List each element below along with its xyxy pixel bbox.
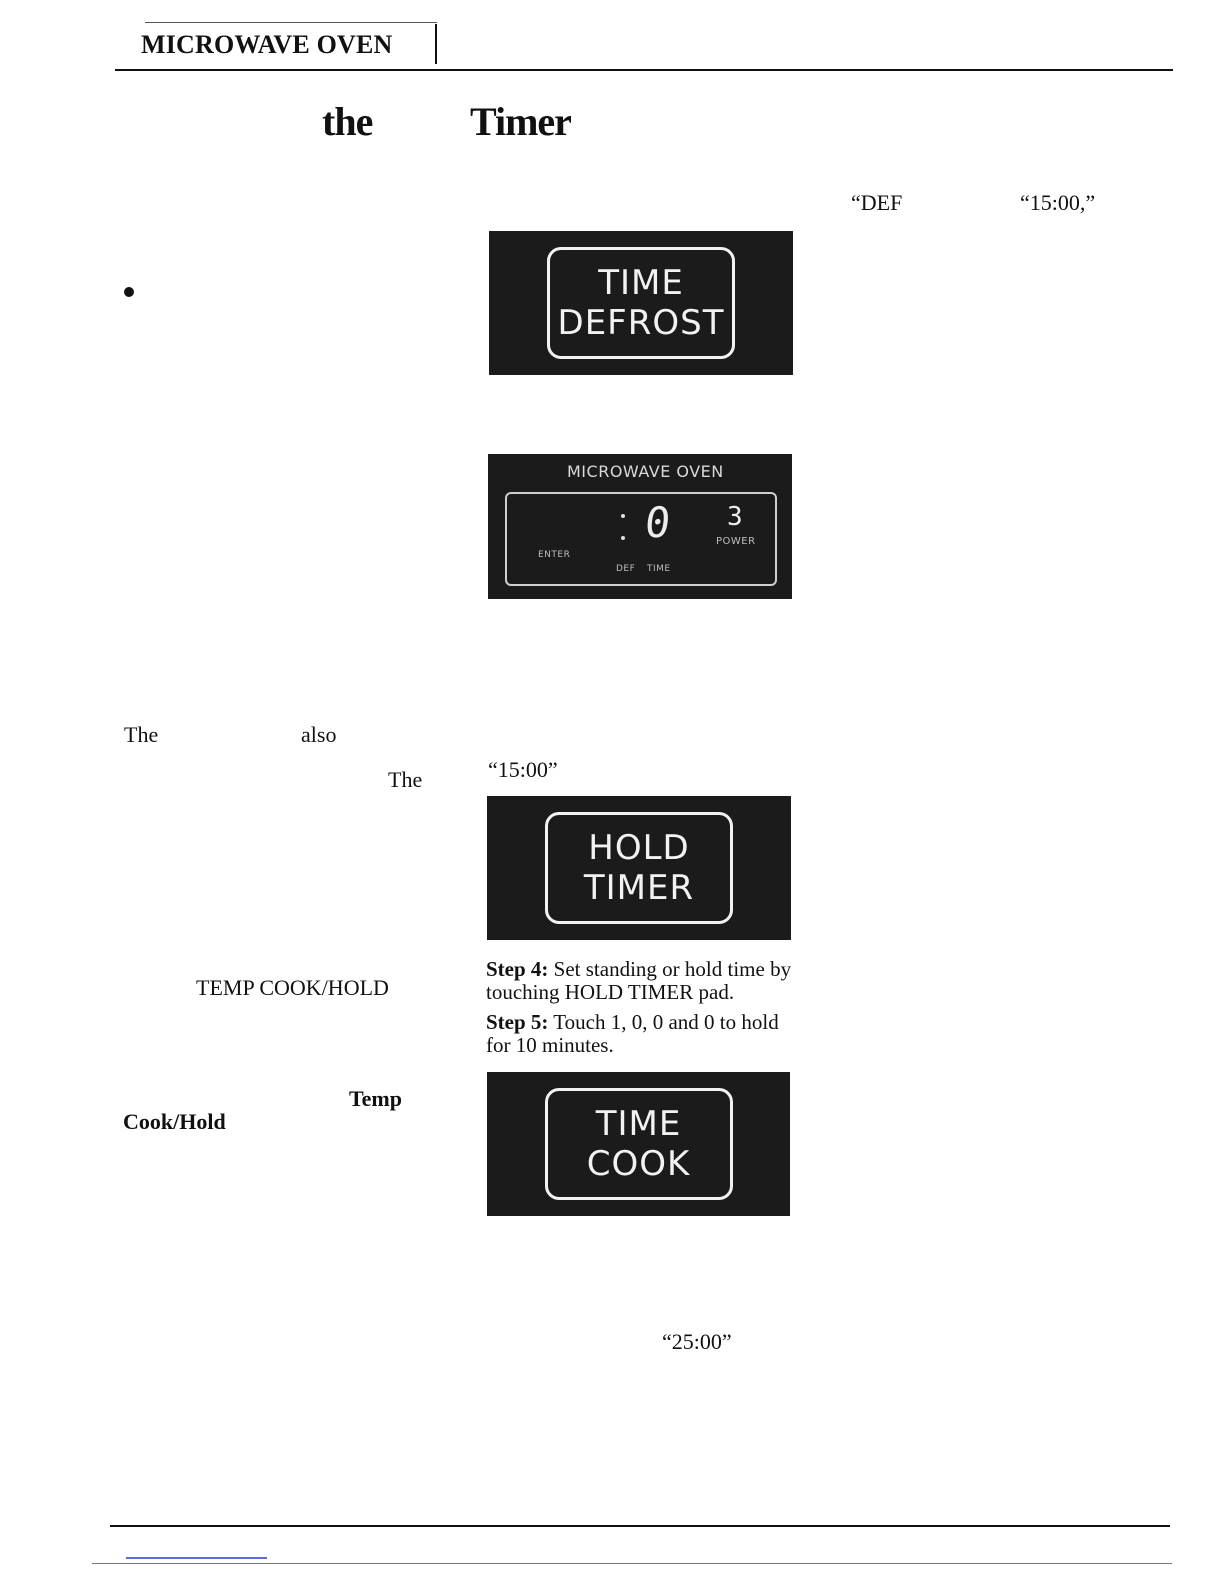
hold-timer-pad-line1: HOLD	[588, 828, 690, 868]
footer-rule	[110, 1525, 1170, 1527]
section-header-title: MICROWAVE OVEN	[141, 30, 393, 59]
display-power-label: POWER	[716, 536, 756, 547]
footer-bottom-rule	[92, 1563, 1172, 1564]
step-4-text	[486, 958, 806, 1004]
display-power-digit: 3	[727, 502, 743, 532]
header-top-rule	[145, 22, 437, 23]
header-rule	[115, 69, 1173, 71]
time-1500-comma-text: “15:00,”	[1020, 190, 1096, 215]
display-enter-label: ENTER	[538, 550, 571, 560]
hold-timer-pad-image	[487, 796, 791, 940]
time-cook-pad-image	[487, 1072, 790, 1216]
step-5-body: Touch 1, 0, 0 and 0 to hold for 10 minutes.	[486, 1010, 779, 1057]
footer-accent-line	[126, 1557, 267, 1559]
title-word-timer: Timer	[470, 99, 571, 144]
text-also: also	[301, 722, 337, 747]
def-quote-text: “DEF	[851, 190, 903, 215]
title-word-the: the	[322, 99, 373, 144]
time-defrost-pad-line2: DEFROST	[557, 303, 725, 343]
step-5-text	[486, 1011, 806, 1057]
temp-bold-text: Temp	[349, 1086, 402, 1111]
time-2500-text: “25:00”	[662, 1329, 732, 1354]
time-cook-pad[interactable]	[545, 1088, 733, 1200]
hold-timer-pad[interactable]	[545, 812, 733, 924]
display-main-digit: 0	[642, 498, 673, 547]
header-divider	[435, 24, 437, 64]
time-cook-pad-line2: COOK	[586, 1144, 691, 1184]
text-the-1: The	[124, 722, 159, 747]
display-time-label: TIME	[647, 564, 671, 574]
time-defrost-pad[interactable]	[547, 247, 735, 359]
hold-timer-pad-line2: TIMER	[583, 868, 695, 908]
cook-hold-bold-text: Cook/Hold	[123, 1109, 226, 1134]
bullet-dot	[124, 287, 134, 297]
display-brand-label: MICROWAVE OVEN	[567, 462, 724, 481]
step-4-label: Step 4:	[486, 957, 549, 981]
time-defrost-pad-image	[489, 231, 793, 375]
time-1500-text: “15:00”	[488, 757, 558, 782]
text-the-2: The	[388, 767, 423, 792]
time-cook-pad-line1: TIME	[595, 1104, 682, 1144]
step-4-body: Set standing or hold time by touching HOLD TIMER pad.	[486, 957, 792, 1004]
display-window	[505, 492, 777, 586]
display-def-label: DEF	[616, 564, 636, 574]
step-5-label: Step 5:	[486, 1010, 549, 1034]
time-defrost-pad-line1: TIME	[598, 263, 684, 303]
temp-cook-hold-text: TEMP COOK/HOLD	[196, 975, 389, 1000]
oven-display-image	[488, 454, 792, 599]
